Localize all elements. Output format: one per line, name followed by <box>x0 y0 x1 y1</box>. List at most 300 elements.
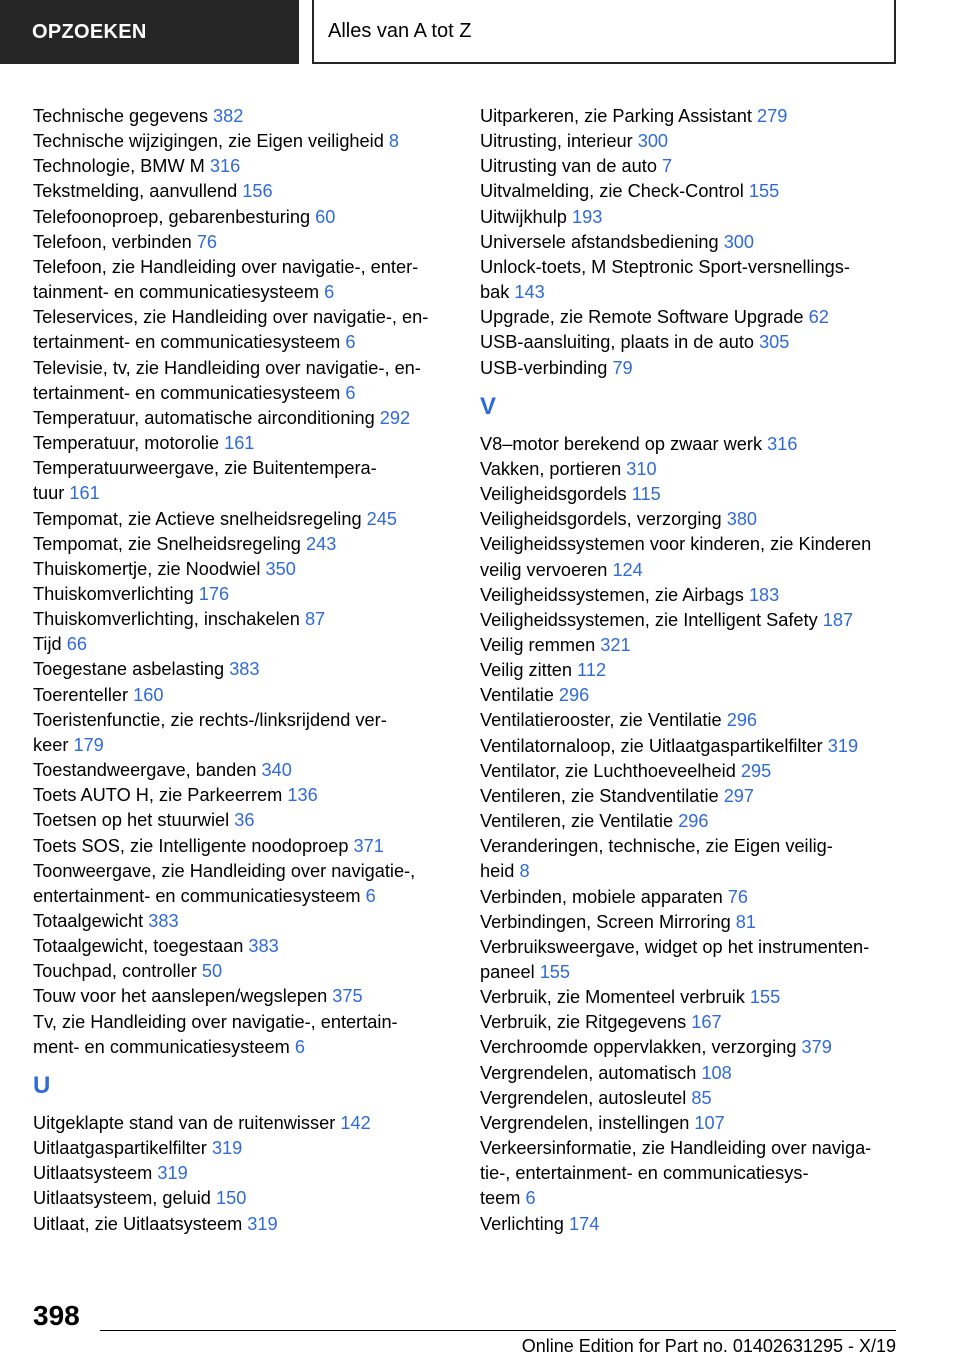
entry-term: Verbindingen, Screen Mirroring <box>480 911 731 932</box>
entry-term: Ventilatierooster, zie Ventilatie <box>480 710 722 731</box>
page-reference-link[interactable]: 310 <box>626 458 657 479</box>
index-entry <box>480 129 910 154</box>
index-entry <box>33 154 453 179</box>
page-reference-link[interactable]: 155 <box>748 181 780 202</box>
page-reference-link[interactable]: 383 <box>229 659 260 680</box>
entry-term: Temperatuur, motorolie <box>33 433 220 454</box>
page-reference-link[interactable]: 62 <box>808 307 829 328</box>
entry-term: Ventilatie <box>480 685 554 706</box>
index-entry-text <box>480 1010 910 1035</box>
index-entry-text <box>480 280 910 305</box>
index-entry <box>33 1161 453 1186</box>
index-entry-text <box>480 1111 910 1136</box>
index-entry <box>480 1212 910 1237</box>
entry-term: Uitparkeren, zie Parking Assistant <box>480 106 752 126</box>
page-reference-link[interactable]: 375 <box>332 986 363 1007</box>
index-entry-text <box>480 985 910 1010</box>
page-reference-link[interactable]: 136 <box>287 785 318 806</box>
entry-term: Verbruik, zie Momenteel verbruik <box>480 987 745 1008</box>
page-reference-link[interactable]: 6 <box>365 885 376 906</box>
index-entry <box>33 255 453 305</box>
index-entry-text <box>480 104 910 129</box>
index-entry-text <box>33 758 453 783</box>
index-entry-text <box>33 783 453 808</box>
index-entry-text <box>480 1035 910 1060</box>
entry-term: Toonweergave, zie Handleiding over navigatie-, <box>33 860 416 881</box>
index-column-left <box>33 104 453 1237</box>
index-entry-text <box>480 1136 910 1161</box>
page-reference-link[interactable]: 167 <box>691 1012 722 1033</box>
index-entry-text <box>33 984 453 1009</box>
page-reference-link[interactable]: 371 <box>353 835 384 856</box>
entry-term: Uitlaat, zie Uitlaatsysteem <box>33 1213 243 1234</box>
page-reference-link[interactable]: 174 <box>568 1213 600 1234</box>
index-entry <box>33 532 453 557</box>
entry-term: tertainment- en communicatiesysteem <box>33 332 341 353</box>
footer-edition: Online Edition for Part no. 01402631295 - X/19 <box>521 1336 896 1356</box>
entry-term: veilig vervoeren <box>480 559 608 580</box>
entry-term: Televisie, tv, zie Handleiding over navigatie-, en‐ <box>33 357 421 378</box>
index-entry <box>33 984 453 1009</box>
index-entry <box>33 557 453 582</box>
entry-term: Verlichting <box>480 1213 564 1234</box>
page-reference-link[interactable]: 296 <box>558 685 590 706</box>
index-entry-text <box>33 356 453 381</box>
index-entry <box>480 759 910 784</box>
index-entry-text <box>33 859 453 884</box>
page-reference-link[interactable]: 143 <box>514 282 545 303</box>
page-reference-link[interactable]: 340 <box>261 760 292 781</box>
page-reference-link[interactable]: 76 <box>196 231 218 252</box>
index-entry-text <box>480 230 910 255</box>
entry-term: Verbruik, zie Ritgegevens <box>480 1012 687 1033</box>
entry-term: Tempomat, zie Actieve snelheidsregeling <box>33 508 362 529</box>
page-reference-link[interactable]: 8 <box>519 861 530 882</box>
page-reference-link[interactable]: 383 <box>148 911 179 931</box>
index-entry-text <box>33 431 453 456</box>
page-reference-link[interactable]: 297 <box>723 785 755 806</box>
index-entry <box>33 230 453 255</box>
page-reference-link[interactable]: 319 <box>157 1163 188 1184</box>
index-entry <box>480 583 910 608</box>
index-entry-text <box>480 910 910 935</box>
entry-term: Toerenteller <box>33 684 129 705</box>
entry-term: Technologie, BMW M <box>33 156 205 177</box>
index-entry-text <box>33 557 453 582</box>
index-entry <box>33 859 453 909</box>
entry-term: Technische gegevens <box>33 106 208 126</box>
index-entry <box>33 783 453 808</box>
index-entry-text <box>33 280 453 305</box>
entry-term: Tempomat, zie Snelheidsregeling <box>33 533 301 554</box>
page-reference-link[interactable]: 160 <box>133 684 164 705</box>
page-reference-link[interactable]: 321 <box>600 634 631 655</box>
index-entry <box>480 658 910 683</box>
index-entry <box>480 205 910 230</box>
index-entry-text <box>33 683 453 708</box>
page-reference-link[interactable]: 300 <box>723 231 755 252</box>
entry-term: Veilig remmen <box>480 634 596 655</box>
page-reference-link[interactable]: 155 <box>749 987 781 1008</box>
page-reference-link[interactable]: 243 <box>305 533 337 554</box>
page-reference-link[interactable]: 66 <box>66 634 87 655</box>
index-entry-text <box>33 230 453 255</box>
index-entry-text <box>33 959 453 984</box>
entry-term: keer <box>33 734 69 755</box>
index-entry <box>480 255 910 305</box>
entry-term: Temperatuurweergave, zie Buitentempera‐ <box>33 458 377 479</box>
entry-term: Uitrusting, interieur <box>480 131 633 152</box>
entry-term: entertainment- en communicatiesysteem <box>33 885 361 906</box>
index-entry-text <box>480 457 910 482</box>
entry-term: teem <box>480 1188 521 1209</box>
index-column-right <box>480 104 910 1237</box>
index-entry-text <box>33 808 453 833</box>
page-reference-link[interactable]: 379 <box>801 1037 832 1058</box>
index-entry-text <box>480 482 910 507</box>
page-reference-link[interactable]: 176 <box>198 583 230 604</box>
index-entry-text <box>33 255 453 280</box>
page-reference-link[interactable]: 316 <box>209 156 241 177</box>
entry-term: Uitlaatsysteem, geluid <box>33 1188 211 1209</box>
index-entry-text <box>480 734 910 759</box>
index-entry-text <box>33 1010 453 1035</box>
page-header <box>312 0 896 64</box>
entry-term: Veiligheidsgordels, verzorging <box>480 509 722 530</box>
index-entry <box>480 1061 910 1086</box>
index-entry <box>480 784 910 809</box>
index-entry <box>33 808 453 833</box>
page-reference-link[interactable]: 319 <box>827 735 859 756</box>
index-entry-text <box>33 1161 453 1186</box>
index-entry-text <box>33 305 453 330</box>
page-reference-link[interactable]: 76 <box>727 886 748 907</box>
entry-term: Vergrendelen, instellingen <box>480 1112 690 1133</box>
entry-term: USB-verbinding <box>480 357 608 378</box>
page-reference-link[interactable]: 155 <box>539 962 571 982</box>
index-entry <box>33 834 453 859</box>
index-entry <box>33 1186 453 1211</box>
page-reference-link[interactable]: 150 <box>215 1188 247 1209</box>
index-entry-text <box>480 834 910 859</box>
index-entry-text <box>33 884 453 909</box>
entry-term: Thuiskomertje, zie Noodwiel <box>33 558 261 579</box>
page-reference-link[interactable]: 108 <box>701 1062 732 1083</box>
section-label: OPZOEKEN <box>32 20 147 43</box>
index-entry-text <box>33 532 453 557</box>
index-entry-text <box>480 356 910 381</box>
page-reference-link[interactable]: 6 <box>525 1188 536 1209</box>
index-entry <box>480 305 910 330</box>
page-reference-link[interactable]: 161 <box>224 433 255 454</box>
entry-term: Tekstmelding, aanvullend <box>33 181 238 202</box>
entry-term: Vergrendelen, autosleutel <box>480 1087 687 1108</box>
index-entry-text <box>480 885 910 910</box>
index-entry-text <box>33 1111 453 1136</box>
index-entry-text <box>480 1186 910 1211</box>
page-reference-link[interactable]: 279 <box>757 106 788 126</box>
entry-term: Vergrendelen, automatisch <box>480 1062 697 1083</box>
page-reference-link[interactable]: 161 <box>69 483 100 504</box>
page-reference-link[interactable]: 6 <box>294 1036 305 1057</box>
index-entry <box>33 179 453 204</box>
page-reference-link[interactable]: 296 <box>726 710 758 731</box>
entry-term: Thuiskomverlichting, inschakelen <box>33 609 300 630</box>
entry-term: Uitgeklapte stand van de ruitenwisser <box>33 1112 336 1133</box>
page-reference-link[interactable]: 380 <box>726 509 758 530</box>
page-reference-link[interactable]: 156 <box>242 181 273 202</box>
page-number: 398 <box>33 1300 80 1331</box>
index-entry-text <box>33 104 453 129</box>
index-entry <box>33 708 453 758</box>
index-entry <box>33 582 453 607</box>
footer-divider <box>100 1330 896 1331</box>
page-reference-link[interactable]: 79 <box>612 357 633 378</box>
page-reference-link[interactable]: 292 <box>379 407 411 428</box>
page-reference-link[interactable]: 305 <box>759 332 790 353</box>
entry-term: Touw voor het aanslepen/wegslepen <box>33 986 328 1007</box>
entry-term: Ventilator, zie Luchthoeveelheid <box>480 760 736 781</box>
index-entry-text <box>33 1136 453 1161</box>
entry-term: Technische wijzigingen, zie Eigen veiligheid <box>33 131 384 152</box>
page-reference-link[interactable]: 36 <box>234 810 255 831</box>
index-entry-text <box>33 330 453 355</box>
index-entry <box>480 683 910 708</box>
entry-term: Toestandweergave, banden <box>33 760 257 781</box>
entry-term: Toetsen op het stuurwiel <box>33 810 230 831</box>
index-entry <box>480 230 910 255</box>
index-entry <box>480 457 910 482</box>
index-entry-text <box>33 1186 453 1211</box>
index-entry <box>480 935 910 985</box>
entry-term: tertainment- en communicatiesysteem <box>33 382 341 403</box>
index-entry-text <box>33 909 453 934</box>
entry-term: Upgrade, zie Remote Software Upgrade <box>480 307 804 328</box>
index-entry-text <box>480 432 910 457</box>
index-entry-text <box>480 809 910 834</box>
index-entry <box>33 205 453 230</box>
page-reference-link[interactable]: 115 <box>631 484 661 505</box>
index-entry <box>480 1111 910 1136</box>
entry-term: Veilig zitten <box>480 660 573 681</box>
entry-term: tainment- en communicatiesysteem <box>33 282 320 303</box>
entry-term: Verbinden, mobiele apparaten <box>480 886 723 907</box>
index-entry-text <box>480 960 910 985</box>
index-entry <box>480 179 910 204</box>
index-entry-text <box>480 784 910 809</box>
entry-term: Temperatuur, automatische airconditioning <box>33 407 375 428</box>
page-reference-link[interactable]: 245 <box>366 508 397 529</box>
entry-term: USB-aansluiting, plaats in de auto <box>480 332 754 353</box>
entry-term: Universele afstandsbediening <box>480 231 719 252</box>
entry-term: Uitwijkhulp <box>480 206 567 227</box>
index-entry-text <box>480 759 910 784</box>
page-reference-link[interactable]: 319 <box>247 1213 278 1234</box>
index-entry <box>33 758 453 783</box>
page-reference-link[interactable]: 383 <box>248 936 279 957</box>
index-entry <box>33 456 453 506</box>
index-entry <box>480 104 910 129</box>
page-reference-link[interactable]: 187 <box>822 609 854 630</box>
page-reference-link[interactable]: 85 <box>691 1087 712 1108</box>
entry-term: Uitlaatgaspartikelfilter <box>33 1138 207 1159</box>
index-entry-text <box>480 305 910 330</box>
entry-term: Uitrusting van de auto <box>480 156 657 177</box>
index-entry <box>480 734 910 759</box>
entry-term: heid <box>480 861 515 882</box>
index-entry-text <box>33 733 453 758</box>
entry-term: Toeristenfunctie, zie rechts-/linksrijdend ver‐ <box>33 709 387 730</box>
page-reference-link[interactable]: 142 <box>340 1112 371 1133</box>
index-entry-text <box>480 859 910 884</box>
page-reference-link[interactable]: 7 <box>662 156 673 177</box>
index-entry-text <box>33 934 453 959</box>
index-entry-text <box>480 608 910 633</box>
index-entry <box>33 129 453 154</box>
entry-term: Telefoonoproep, gebarenbesturing <box>33 206 311 227</box>
entry-term: bak <box>480 282 510 303</box>
entry-term: Veiligheidsgordels <box>480 484 627 505</box>
page-reference-link[interactable]: 60 <box>315 206 336 227</box>
index-entry-text <box>480 129 910 154</box>
index-entry <box>480 432 910 457</box>
index-entry-text <box>480 330 910 355</box>
index-entry-text <box>33 456 453 481</box>
page-reference-link[interactable]: 316 <box>767 433 798 454</box>
index-entry <box>480 708 910 733</box>
page-reference-link[interactable]: 319 <box>211 1138 243 1159</box>
index-entry-text <box>480 255 910 280</box>
page-reference-link[interactable]: 193 <box>572 206 603 227</box>
index-entry-text <box>480 1086 910 1111</box>
entry-term: Telefoon, zie Handleiding over navigatie-, enter‐ <box>33 256 419 277</box>
entry-term: Tijd <box>33 634 62 655</box>
page-reference-link[interactable]: 6 <box>345 332 356 353</box>
index-entry <box>33 959 453 984</box>
index-entry-text <box>33 381 453 406</box>
index-entry <box>480 633 910 658</box>
entry-term: Tv, zie Handleiding over navigatie-, entertain‐ <box>33 1011 398 1032</box>
index-letter-heading: V <box>480 392 497 420</box>
page-reference-link[interactable]: 107 <box>694 1112 725 1133</box>
index-entry-text <box>480 633 910 658</box>
page-reference-link[interactable]: 6 <box>324 282 335 303</box>
index-entry <box>33 507 453 532</box>
index-entry-text <box>480 658 910 683</box>
index-entry-text <box>33 205 453 230</box>
index-entry <box>480 1010 910 1035</box>
index-entry-text <box>33 507 453 532</box>
entry-term: tuur <box>33 483 65 504</box>
page-reference-link[interactable]: 87 <box>304 609 326 630</box>
index-entry-text <box>33 1212 453 1237</box>
entry-term: Ventilatornaloop, zie Uitlaatgaspartikelfilter <box>480 735 823 756</box>
page-reference-link[interactable]: 8 <box>388 131 400 152</box>
index-entry-text <box>33 708 453 733</box>
index-entry <box>33 909 453 934</box>
index-entry-text <box>33 607 453 632</box>
index-entry-text <box>480 583 910 608</box>
entry-term: Uitvalmelding, zie Check-Control <box>480 181 744 202</box>
index-entry <box>33 607 453 632</box>
entry-term: Thuiskomverlichting <box>33 583 194 604</box>
entry-term: V8–motor berekend op zwaar werk <box>480 433 763 454</box>
page-reference-link[interactable]: 183 <box>748 584 780 605</box>
index-entry-text <box>33 406 453 431</box>
page-reference-link[interactable]: 112 <box>577 660 607 681</box>
page-reference-link[interactable]: 81 <box>735 911 757 932</box>
index-entry-text <box>33 657 453 682</box>
index-entry <box>33 657 453 682</box>
index-entry <box>33 431 453 456</box>
page-reference-link[interactable]: 296 <box>678 811 709 832</box>
index-entry <box>480 356 910 381</box>
index-entry <box>33 632 453 657</box>
page-reference-link[interactable]: 50 <box>201 961 223 982</box>
index-entry <box>480 507 910 532</box>
index-entry <box>33 1136 453 1161</box>
index-entry-text <box>480 708 910 733</box>
entry-term: Toets SOS, zie Intelligente noodoproep <box>33 835 349 856</box>
index-entry <box>480 608 910 633</box>
page-reference-link[interactable]: 295 <box>740 760 772 781</box>
entry-term: Verbruiksweergave, widget op het instrumenten‐ <box>480 936 870 957</box>
index-letter-heading: U <box>33 1071 51 1099</box>
index-entry-text <box>480 1061 910 1086</box>
entry-term: Veranderingen, technische, zie Eigen veilig‐ <box>480 836 833 857</box>
index-entry-text <box>480 683 910 708</box>
index-entry <box>33 934 453 959</box>
index-entry-text <box>480 1161 910 1186</box>
index-entry <box>480 532 910 582</box>
index-entry-text <box>480 558 910 583</box>
entry-term: Teleservices, zie Handleiding over navigatie-, en‐ <box>33 307 429 328</box>
index-entry <box>33 305 453 355</box>
entry-term: Verkeersinformatie, zie Handleiding over naviga‐ <box>480 1138 872 1159</box>
entry-term: paneel <box>480 962 535 982</box>
index-entry-text <box>33 582 453 607</box>
page-reference-link[interactable]: 300 <box>637 131 669 152</box>
entry-term: Unlock-toets, M Steptronic Sport-versnellings‐ <box>480 256 850 277</box>
index-entry-text <box>33 179 453 204</box>
page-reference-link[interactable]: 179 <box>73 734 104 755</box>
index-entry <box>480 809 910 834</box>
index-entry <box>480 482 910 507</box>
index-entry <box>33 1111 453 1136</box>
entry-term: Uitlaatsysteem <box>33 1163 153 1184</box>
index-entry <box>480 834 910 884</box>
index-entry-text <box>480 1212 910 1237</box>
page-reference-link[interactable]: 350 <box>265 558 296 579</box>
index-entry-text <box>33 129 453 154</box>
index-entry <box>480 1086 910 1111</box>
section-tab <box>0 0 299 64</box>
entry-term: Verchroomde oppervlakken, verzorging <box>480 1037 797 1058</box>
page-reference-link[interactable]: 382 <box>212 106 244 126</box>
index-entry-text <box>33 632 453 657</box>
page-reference-link[interactable]: 124 <box>612 559 643 580</box>
index-entry-text <box>480 507 910 532</box>
entry-term: Ventileren, zie Standventilatie <box>480 785 719 806</box>
index-entry-text <box>33 1035 453 1060</box>
index-entry <box>480 154 910 179</box>
index-entry-text <box>480 205 910 230</box>
index-entry-text <box>480 154 910 179</box>
index-entry-text <box>480 179 910 204</box>
entry-term: Veiligheidssystemen, zie Intelligent Safety <box>480 609 818 630</box>
page-reference-link[interactable]: 6 <box>345 382 356 403</box>
index-entry <box>480 1136 910 1211</box>
